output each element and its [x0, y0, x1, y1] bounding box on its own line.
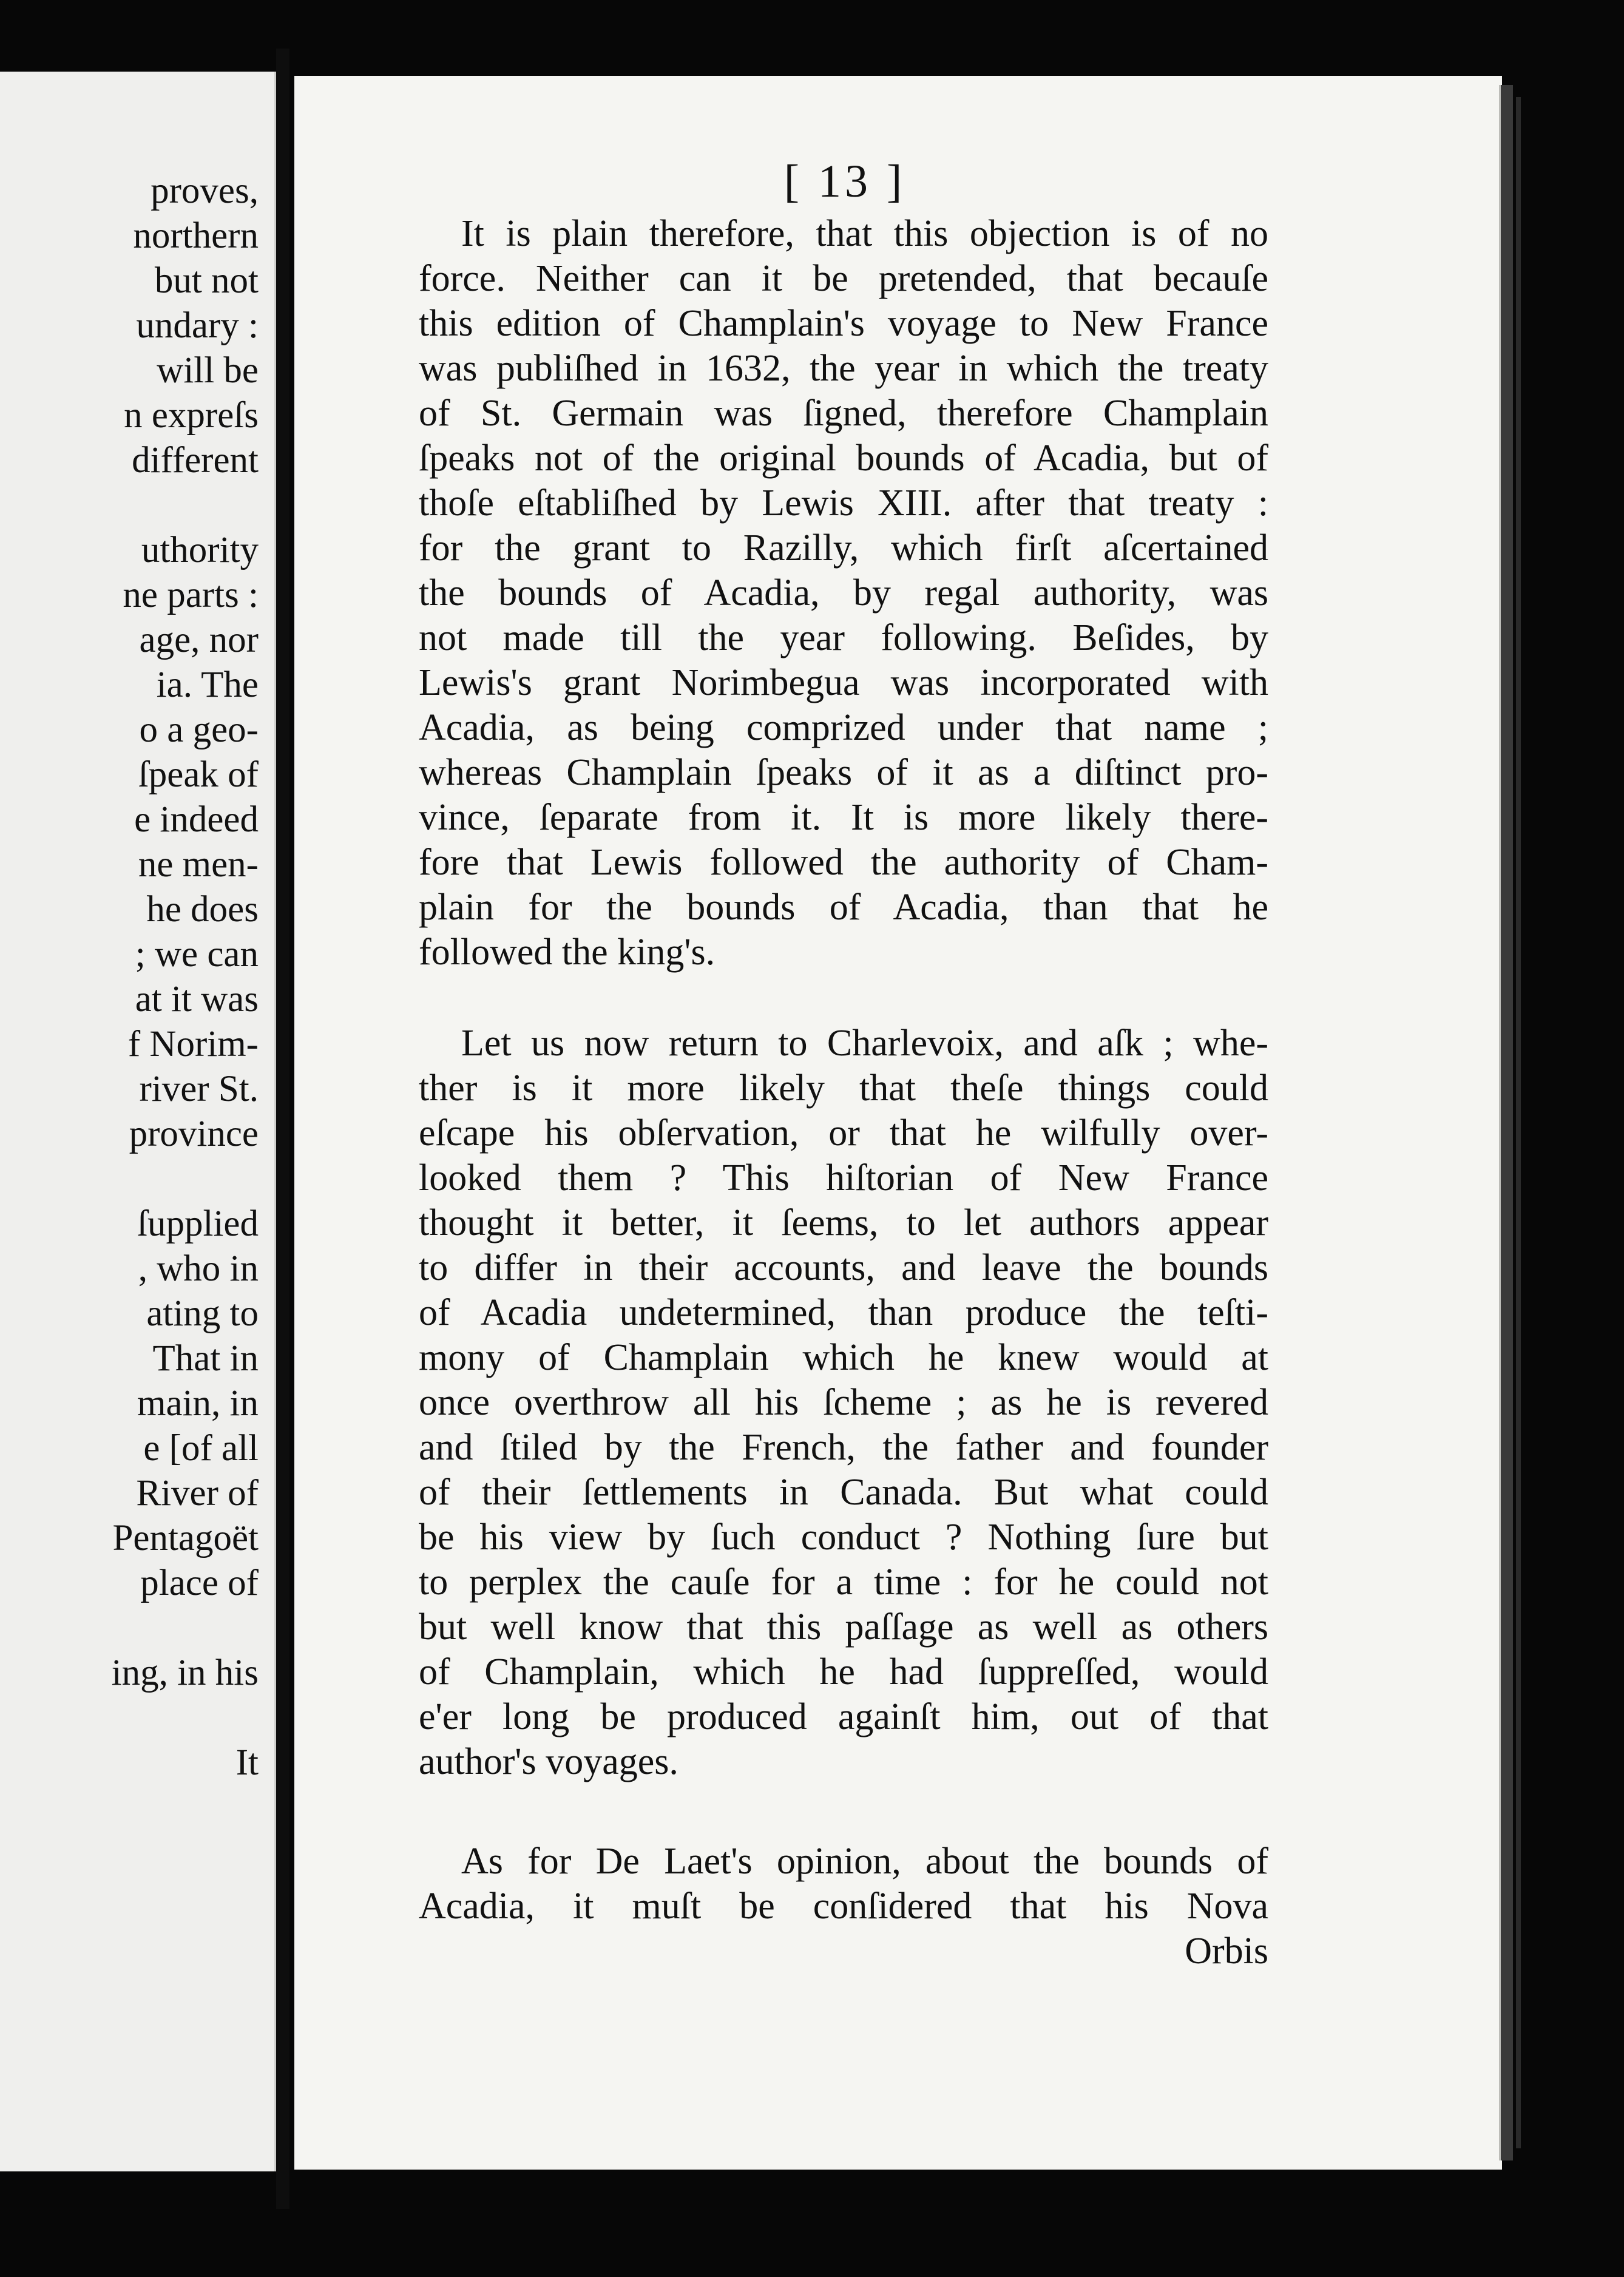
text-line: be his view by ſuch conduct ? Nothing ſure but	[419, 1517, 1268, 1558]
text-line: mony of Champlain which he knew would at	[419, 1337, 1268, 1378]
catchword: Orbis	[1185, 1930, 1268, 1972]
left-page-line: undary :	[136, 305, 259, 346]
text-line: of Champlain, which he had ſuppreſſed, would	[419, 1651, 1268, 1693]
text-line: for the grant to Razilly, which firſt aſcertained	[419, 527, 1268, 569]
left-page-line: It	[235, 1742, 259, 1783]
text-line: plain for the bounds of Acadia, than that he	[419, 887, 1268, 928]
left-page-line: ne men-	[138, 844, 259, 885]
left-page-line: place of	[140, 1563, 259, 1603]
paragraph-3	[419, 1839, 1268, 1974]
text-line: not made till the year following. Beſides, by	[419, 617, 1268, 658]
text-line: fore that Lewis followed the authority of Cham-	[419, 842, 1268, 883]
text-line: e'er long be produced againſt him, out of that	[419, 1696, 1268, 1737]
text-line: force. Neither can it be pretended, that becauſe	[419, 258, 1268, 299]
left-page-line: River of	[136, 1473, 259, 1514]
left-page-line: ia. The	[156, 665, 259, 705]
left-page-line: proves,	[151, 171, 259, 211]
text-line: Let us now return to Charlevoix, and aſk ; whe-	[461, 1023, 1268, 1064]
text-line: was publiſhed in 1632, the year in which the treaty	[419, 348, 1268, 389]
left-page-line: different	[132, 440, 259, 481]
text-line: of St. Germain was ſigned, therefore Champlain	[419, 393, 1268, 434]
left-page-line: ne parts :	[123, 575, 259, 615]
text-line: followed the king's.	[419, 932, 716, 973]
page-edge	[1499, 85, 1513, 2160]
left-page-line: he does	[146, 889, 259, 930]
left-page-line: will be	[157, 350, 259, 391]
left-page-line: main, in	[137, 1383, 259, 1424]
text-line: the bounds of Acadia, by regal authority, was	[419, 572, 1268, 614]
book-gutter	[276, 49, 289, 2209]
left-page-line: but not	[154, 260, 259, 301]
page-edge-shadow	[1516, 97, 1521, 2148]
left-page-line: o a geo-	[139, 709, 259, 750]
left-page-line: province	[129, 1114, 259, 1154]
text-line: of their ſettlements in Canada. But what could	[419, 1472, 1268, 1513]
left-page-line: , who in	[138, 1248, 259, 1289]
left-page-line: e indeed	[134, 799, 259, 840]
text-line: to differ in their accounts, and leave the bounds	[419, 1247, 1268, 1288]
text-line: author's voyages.	[419, 1741, 678, 1782]
left-page-line: uthority	[141, 530, 259, 570]
text-line: once overthrow all his ſcheme ; as he is revered	[419, 1382, 1268, 1423]
text-line: vince, ſeparate from it. It is more likely there-	[419, 797, 1268, 838]
left-page-line: Pentagoët	[112, 1518, 259, 1558]
text-line: thoſe eſtabliſhed by Lewis XIII. after that treaty :	[419, 482, 1268, 524]
left-page-fragment	[0, 72, 278, 2171]
text-line: ſpeaks not of the original bounds of Acadia, but of	[419, 438, 1268, 479]
left-page-line: n expreſs	[124, 395, 259, 436]
left-page-line: age, nor	[139, 620, 259, 660]
text-line: ther is it more likely that theſe things could	[419, 1067, 1268, 1109]
left-page-line: at it was	[135, 979, 259, 1020]
left-page-line: ſupplied	[137, 1203, 259, 1244]
text-line: this edition of Champlain's voyage to New France	[419, 303, 1268, 344]
text-line: of Acadia undetermined, than produce the teſti-	[419, 1292, 1268, 1333]
text-line: It is plain therefore, that this objection is of no	[461, 213, 1268, 254]
text-line: Lewis's grant Norimbegua was incorporated with	[419, 662, 1268, 703]
paragraph-1	[419, 211, 1268, 975]
page-number: [ 13 ]	[783, 156, 906, 207]
text-line: eſcape his obſervation, or that he wilfully over-	[419, 1112, 1268, 1154]
text-line: Acadia, as being comprized under that name ;	[419, 707, 1268, 748]
left-page-line: That in	[152, 1338, 259, 1379]
text-line: looked them ? This hiſtorian of New France	[419, 1157, 1268, 1199]
left-page-line: e [of all	[143, 1428, 259, 1469]
text-line: to perplex the cauſe for a time : for he could not	[419, 1561, 1268, 1603]
text-line: As for De Laet's opinion, about the bounds of	[461, 1841, 1268, 1882]
left-page-line: river St.	[139, 1069, 259, 1109]
text-line: thought it better, it ſeems, to let authors appear	[419, 1202, 1268, 1243]
left-page-line: ating to	[146, 1293, 259, 1334]
left-page-line: northern	[133, 215, 259, 256]
text-line: but well know that this paſſage as well as others	[419, 1606, 1268, 1648]
left-page-line: f Norim-	[127, 1024, 259, 1064]
left-page-line: ; we can	[135, 934, 259, 975]
text-line: whereas Champlain ſpeaks of it as a diſtinct pro-	[419, 752, 1268, 793]
left-page-line: ing, in his	[111, 1653, 259, 1693]
paragraph-2	[419, 1021, 1268, 1784]
text-line: and ſtiled by the French, the father and founder	[419, 1427, 1268, 1468]
text-line: Acadia, it muſt be conſidered that his Nova	[419, 1886, 1268, 1927]
left-page-line: ſpeak of	[138, 754, 259, 795]
